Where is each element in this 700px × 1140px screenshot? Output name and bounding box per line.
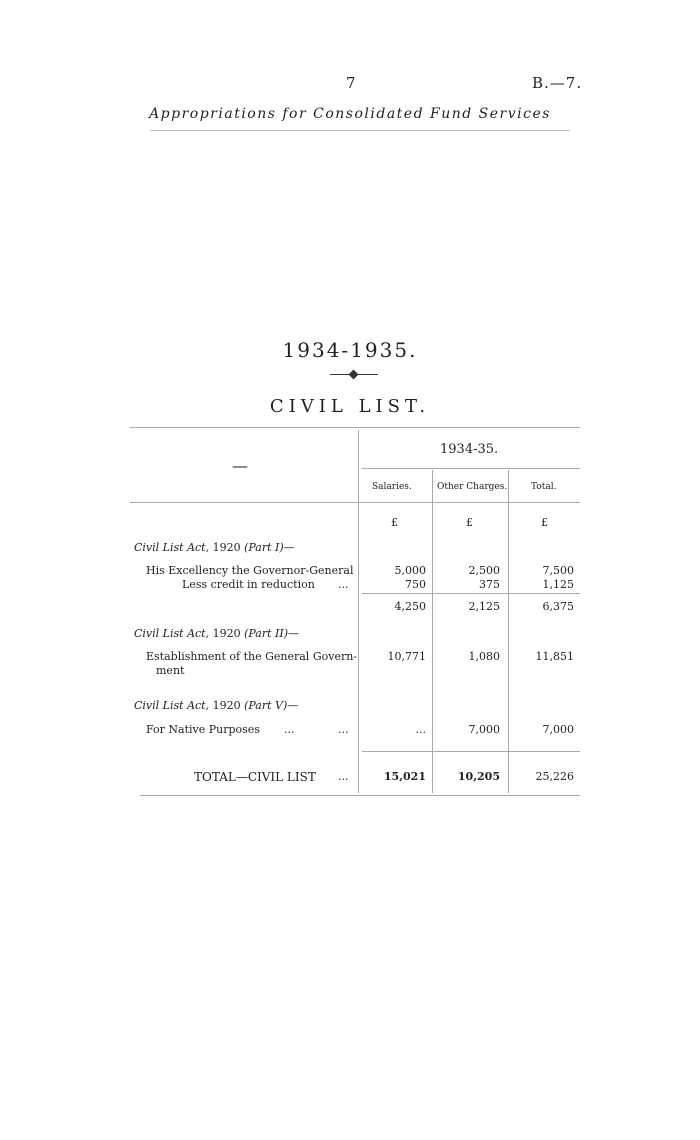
page-number: 7	[346, 74, 356, 92]
subtotal-other-charges: 2,125	[468, 600, 500, 613]
column-header-total: Total.	[531, 482, 557, 492]
leader-dots: ...	[338, 723, 349, 736]
row-label: His Excellency the Governor-General	[146, 564, 354, 577]
act-name: Civil List Act,	[134, 699, 210, 712]
currency-salaries: £	[391, 516, 398, 529]
row-label: For Native Purposes	[146, 723, 260, 736]
cell-salaries: 750	[405, 578, 426, 591]
period-underline	[362, 468, 580, 469]
column-header-salaries: Salaries.	[372, 482, 412, 492]
total-other-charges: 10,205	[457, 770, 500, 783]
cell-total: 7,500	[542, 564, 574, 577]
cell-other-charges: 375	[479, 578, 500, 591]
group-heading	[134, 541, 295, 554]
leader-dots: ...	[338, 578, 349, 591]
salaries-divider	[432, 470, 433, 793]
currency-total: £	[541, 516, 548, 529]
subtotal-total: 6,375	[542, 600, 574, 613]
cell-total: 7,000	[542, 723, 574, 736]
year-title: 1934-1935.	[282, 338, 418, 362]
act-part: (Part I)—	[244, 541, 295, 554]
header-bottom-rule	[130, 502, 580, 503]
row-label-continuation: ment	[156, 664, 185, 677]
row-label: Establishment of the General Govern-	[146, 650, 358, 663]
leader-dots: ...	[284, 723, 295, 736]
table-bottom-rule	[140, 795, 580, 796]
column-header-other-charges: Other Charges.	[437, 482, 508, 492]
total-total: 25,226	[535, 770, 574, 783]
subtotal-rule	[362, 593, 580, 594]
leader-dots: ...	[338, 770, 349, 783]
running-head: Appropriations for Consolidated Fund Services	[149, 106, 551, 122]
act-year: 1920	[212, 627, 241, 640]
act-part: (Part V)—	[244, 699, 299, 712]
cell-total: 11,851	[535, 650, 574, 663]
cell-total: 1,125	[542, 578, 574, 591]
group-heading	[134, 627, 299, 640]
cell-salaries: 5,000	[394, 564, 426, 577]
cell-other-charges: 2,500	[468, 564, 500, 577]
document-reference: B.—7.	[532, 74, 583, 92]
total-label: TOTAL—CIVIL LIST	[194, 770, 316, 784]
cell-salaries: 10,771	[387, 650, 426, 663]
row-label: Less credit in reduction	[182, 578, 315, 591]
cell-other-charges: 7,000	[468, 723, 500, 736]
cell-salaries: ...	[415, 723, 426, 736]
group-heading	[134, 699, 298, 712]
act-part: (Part II)—	[244, 627, 300, 640]
stub-divider	[358, 430, 359, 793]
period-header: 1934-35.	[440, 442, 499, 457]
charges-divider	[508, 470, 509, 793]
total-rule	[362, 751, 580, 752]
act-year: 1920	[212, 699, 241, 712]
subtotal-salaries: 4,250	[394, 600, 426, 613]
act-name: Civil List Act,	[134, 627, 210, 640]
stub-header: —	[232, 456, 248, 475]
act-name: Civil List Act,	[134, 541, 210, 554]
section-title: CIVIL LIST.	[269, 396, 431, 417]
act-year: 1920	[212, 541, 241, 554]
currency-other-charges: £	[466, 516, 473, 529]
table-top-rule	[130, 427, 580, 428]
cell-other-charges: 1,080	[468, 650, 500, 663]
total-salaries: 15,021	[383, 770, 426, 783]
